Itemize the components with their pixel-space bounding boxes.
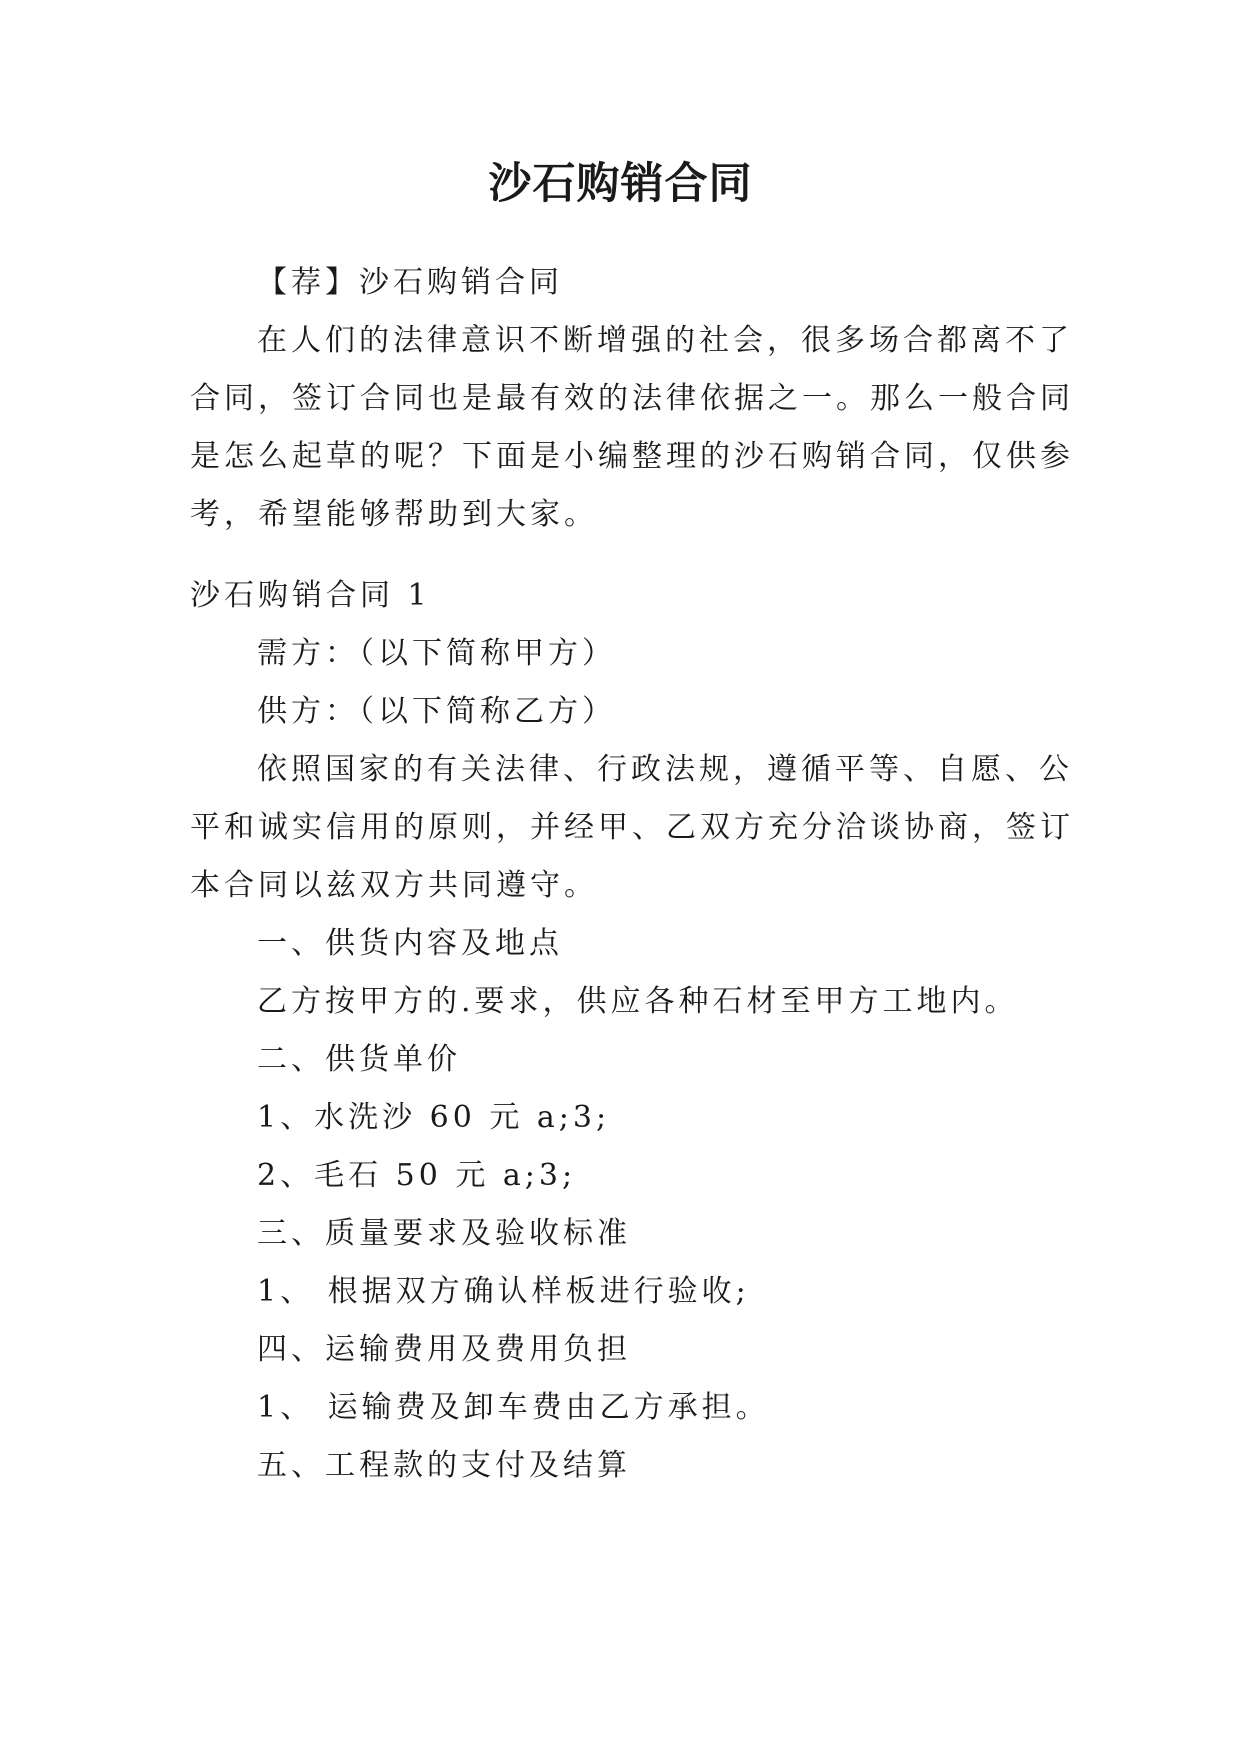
section-heading: 五、工程款的支付及结算: [257, 1448, 631, 1483]
preamble-line: 依照国家的有关法律、行政法规，遵循平等、自愿、公: [257, 752, 1073, 787]
section-heading: 二、供货单价: [257, 1042, 461, 1077]
intro-paragraph-line: 合同，签订合同也是最有效的法律依据之一。那么一般合同: [190, 381, 1074, 416]
section-heading: 四、运输费用及费用负担: [257, 1332, 631, 1367]
section-heading: 一、供货内容及地点: [257, 926, 563, 961]
clause-item: 1、水洗沙 60 元 a;3;: [257, 1100, 611, 1135]
clause-item: 1、 根据双方确认样板进行验收;: [257, 1274, 750, 1309]
clause-item: 2、毛石 50 元 a;3;: [257, 1158, 577, 1193]
buyer-line: 需方：（以下简称甲方）: [257, 636, 616, 671]
preamble-line: 平和诚实信用的原则，并经甲、乙双方充分洽谈协商，签订: [190, 810, 1074, 845]
clause-item: 1、 运输费及卸车费由乙方承担。: [257, 1390, 770, 1425]
document-title: 沙石购销合同: [488, 159, 753, 209]
intro-section: [190, 254, 1074, 544]
contract-heading: 沙石购销合同 1: [190, 578, 431, 613]
intro-paragraph-line: 在人们的法律意识不断增强的社会，很多场合都离不了: [257, 323, 1073, 358]
intro-heading: 【荐】沙石购销合同: [257, 265, 563, 300]
clause-text: 乙方按甲方的.要求，供应各种石材至甲方工地内。: [257, 984, 1019, 1019]
contract-section: [190, 567, 1074, 1495]
intro-paragraph-line: 是怎么起草的呢？下面是小编整理的沙石购销合同，仅供参: [190, 439, 1074, 474]
section-heading: 三、质量要求及验收标准: [257, 1216, 631, 1251]
preamble-line: 本合同以兹双方共同遵守。: [190, 868, 598, 903]
intro-paragraph-line: 考，希望能够帮助到大家。: [190, 497, 598, 532]
supplier-line: 供方：（以下简称乙方）: [257, 694, 616, 729]
